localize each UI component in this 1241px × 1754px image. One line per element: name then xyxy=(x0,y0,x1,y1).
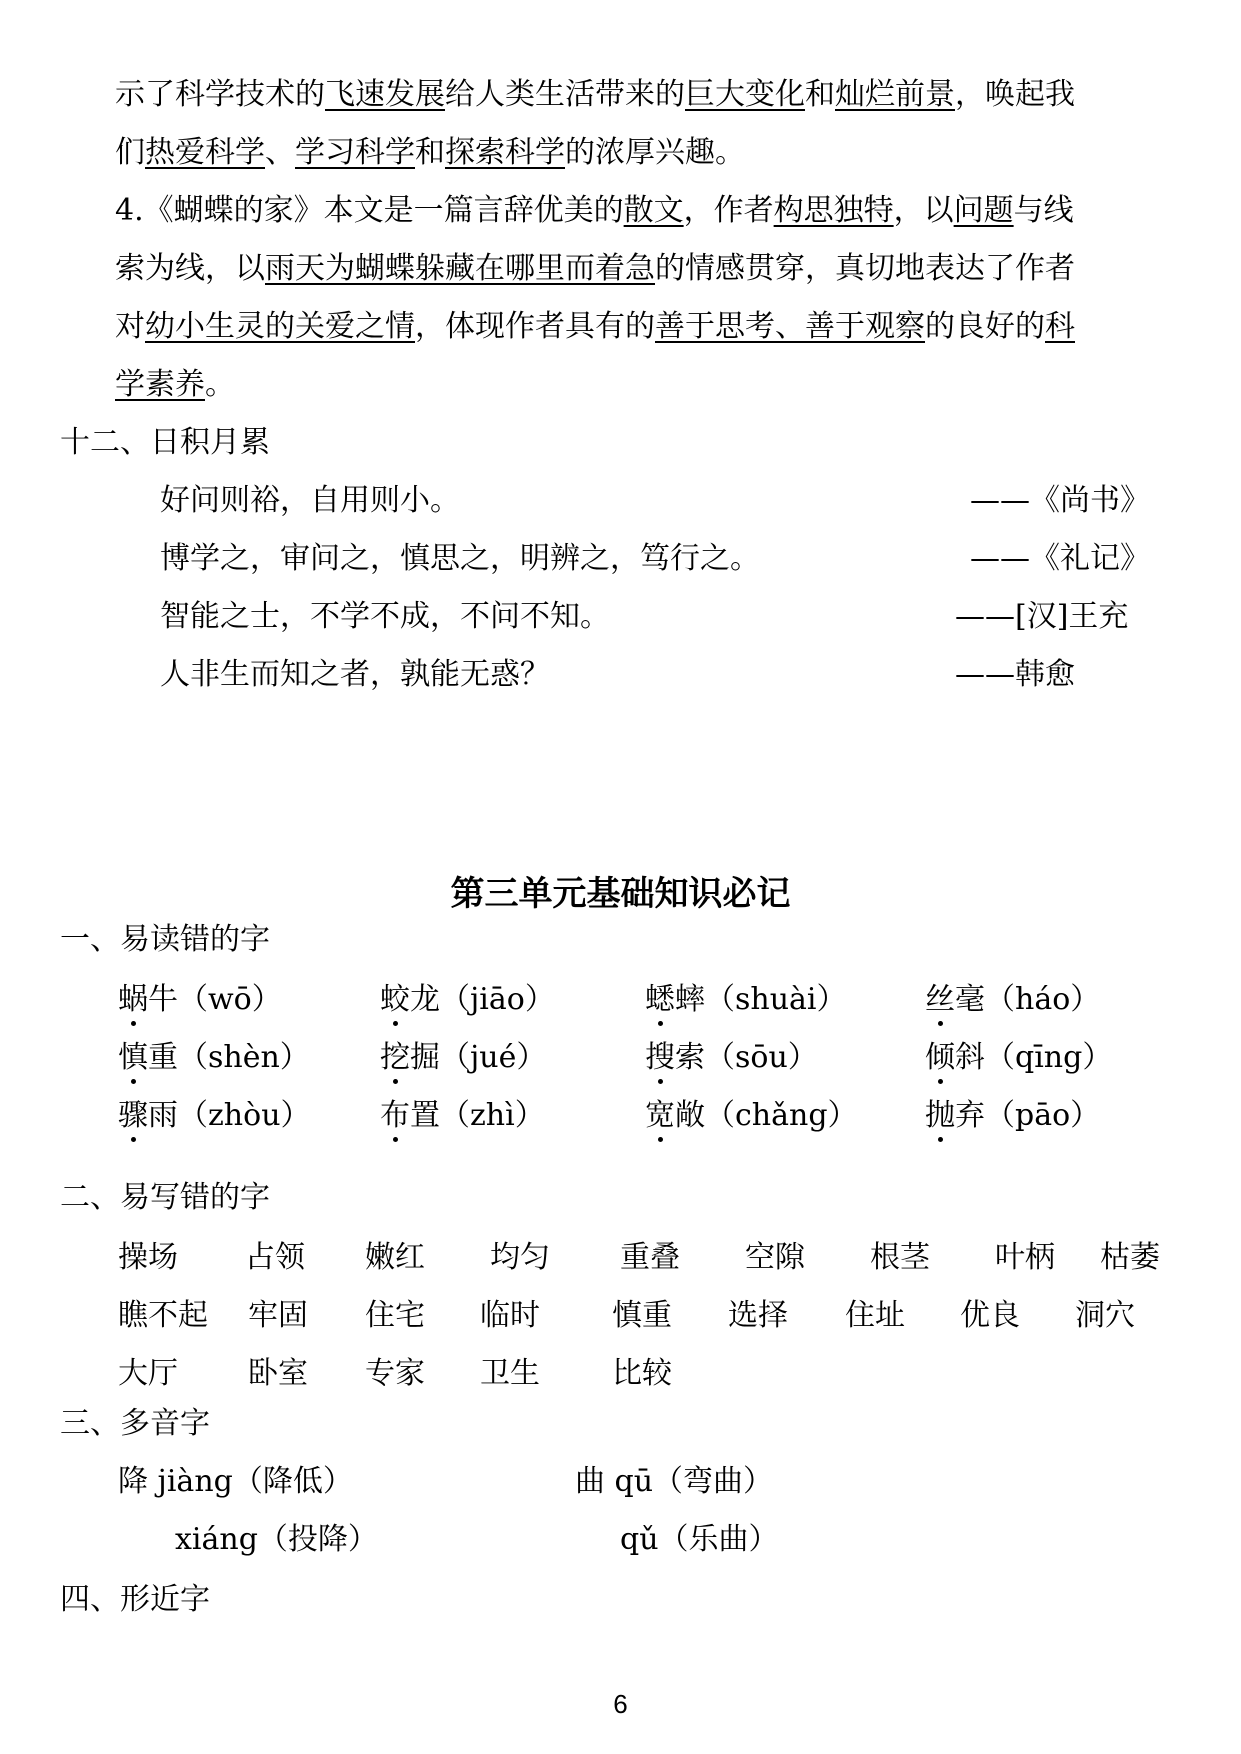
misread-word xyxy=(118,1038,310,1078)
section-heading: 三、多音字 xyxy=(60,1406,210,1441)
miswritten-word: 根茎 xyxy=(870,1240,930,1275)
quote-text: 智能之士，不学不成，不问不知。 xyxy=(160,599,610,634)
quote-source: ——《尚书》 xyxy=(970,483,1150,518)
quote-text: 博学之，审问之，慎思之，明辨之，笃行之。 xyxy=(160,541,760,576)
word-char: 重 xyxy=(148,1040,178,1075)
quote-source: ——[汉]王充 xyxy=(955,599,1129,634)
misread-word xyxy=(380,1038,546,1078)
summary-line: 4.《蝴蝶的家》本文是一篇言辞优美的散文，作者构思独特，以问题与线 xyxy=(115,193,1074,228)
summary-line: 对幼小生灵的关爱之情，体现作者具有的善于思考、善于观察的良好的科 xyxy=(115,309,1075,344)
misread-word xyxy=(645,980,847,1020)
miswritten-word: 占领 xyxy=(245,1240,305,1275)
miswritten-word: 住址 xyxy=(845,1298,905,1333)
misread-word xyxy=(645,1096,858,1136)
miswritten-word: 嫩红 xyxy=(365,1240,425,1275)
word-char: 龙 xyxy=(410,982,440,1017)
miswritten-word: 住宅 xyxy=(365,1298,425,1333)
page-number: 6 xyxy=(613,1689,628,1719)
summary-line: 学素养。 xyxy=(115,367,235,402)
pinyin: （pāo） xyxy=(985,1098,1101,1133)
dotted-char: 蛟 xyxy=(380,980,410,1020)
miswritten-word: 卧室 xyxy=(248,1356,308,1391)
dotted-char: 蜗 xyxy=(118,980,148,1020)
misread-word xyxy=(118,1096,311,1136)
miswritten-word: 选择 xyxy=(728,1298,788,1333)
miswritten-word: 大厅 xyxy=(118,1356,178,1391)
pinyin: （háo） xyxy=(985,982,1101,1017)
pinyin: （shèn） xyxy=(178,1040,310,1075)
quote-text: 好问则裕，自用则小。 xyxy=(160,483,460,518)
dotted-char: 搜 xyxy=(645,1038,675,1078)
word-char: 敞 xyxy=(675,1098,705,1133)
dotted-char: 倾 xyxy=(925,1038,955,1078)
quote-text: 人非生而知之者，孰能无惑？ xyxy=(160,657,550,692)
word-char: 掘 xyxy=(410,1040,440,1075)
miswritten-word: 慎重 xyxy=(612,1298,672,1333)
word-char: 置 xyxy=(410,1098,440,1133)
dotted-char: 布 xyxy=(380,1096,410,1136)
dotted-char: 丝 xyxy=(925,980,955,1020)
dotted-char: 挖 xyxy=(380,1038,410,1078)
dotted-char: 蟋 xyxy=(645,980,675,1020)
word-char: 斜 xyxy=(955,1040,985,1075)
miswritten-word: 操场 xyxy=(118,1240,178,1275)
misread-word xyxy=(925,980,1100,1020)
word-char: 牛 xyxy=(148,982,178,1017)
polyphone-item: 降 jiàng（降低） xyxy=(118,1464,353,1499)
word-char: 蟀 xyxy=(675,982,705,1017)
misread-word xyxy=(925,1038,1112,1078)
summary-line: 索为线，以雨天为蝴蝶躲藏在哪里而着急的情感贯穿，真切地表达了作者 xyxy=(115,251,1075,286)
miswritten-word: 叶柄 xyxy=(995,1240,1055,1275)
section-heading: 二、易写错的字 xyxy=(60,1180,270,1215)
miswritten-word: 均匀 xyxy=(490,1240,550,1275)
misread-word xyxy=(925,1096,1100,1136)
pinyin: （wō） xyxy=(178,982,282,1017)
misread-word xyxy=(380,980,555,1020)
pinyin: （zhì） xyxy=(440,1098,545,1133)
section-heading: 一、易读错的字 xyxy=(60,922,270,957)
miswritten-word: 专家 xyxy=(365,1356,425,1391)
pinyin: （shuài） xyxy=(705,982,847,1017)
miswritten-word: 瞧不起 xyxy=(118,1298,208,1333)
pinyin: （chǎng） xyxy=(705,1098,858,1133)
pinyin: （jiāo） xyxy=(440,982,555,1017)
miswritten-word: 比较 xyxy=(612,1356,672,1391)
miswritten-word: 空隙 xyxy=(745,1240,805,1275)
section-heading: 十二、日积月累 xyxy=(60,425,270,460)
miswritten-word: 临时 xyxy=(480,1298,540,1333)
dotted-char: 抛 xyxy=(925,1096,955,1136)
pinyin: （zhòu） xyxy=(178,1098,311,1133)
page-title: 第三单元基础知识必记 xyxy=(450,874,791,914)
word-char: 索 xyxy=(675,1040,705,1075)
miswritten-word: 卫生 xyxy=(480,1356,540,1391)
misread-word xyxy=(380,1096,545,1136)
quote-source: ——韩愈 xyxy=(955,657,1075,692)
summary-line: 们热爱科学、学习科学和探索科学的浓厚兴趣。 xyxy=(115,135,745,170)
pinyin: （sōu） xyxy=(705,1040,818,1075)
miswritten-word: 重叠 xyxy=(620,1240,680,1275)
dotted-char: 宽 xyxy=(645,1096,675,1136)
miswritten-word: 牢固 xyxy=(248,1298,308,1333)
polyphone-item: 曲 qū（弯曲） xyxy=(575,1464,774,1499)
word-char: 弃 xyxy=(955,1098,985,1133)
miswritten-word: 优良 xyxy=(960,1298,1020,1333)
pinyin: （jué） xyxy=(440,1040,547,1075)
polyphone-item: qǔ（乐曲） xyxy=(620,1522,779,1557)
section-heading: 四、形近字 xyxy=(60,1582,210,1617)
quote-source: ——《礼记》 xyxy=(970,541,1150,576)
word-char: 毫 xyxy=(955,982,985,1017)
misread-word xyxy=(645,1038,818,1078)
dotted-char: 骤 xyxy=(118,1096,148,1136)
pinyin: （qīng） xyxy=(985,1040,1113,1075)
polyphone-item: xiáng（投降） xyxy=(175,1522,378,1557)
misread-word xyxy=(118,980,282,1020)
dotted-char: 慎 xyxy=(118,1038,148,1078)
summary-line: 示了科学技术的飞速发展给人类生活带来的巨大变化和灿烂前景，唤起我 xyxy=(115,77,1075,112)
miswritten-word: 枯萎 xyxy=(1100,1240,1160,1275)
miswritten-word: 洞穴 xyxy=(1075,1298,1135,1333)
word-char: 雨 xyxy=(148,1098,178,1133)
